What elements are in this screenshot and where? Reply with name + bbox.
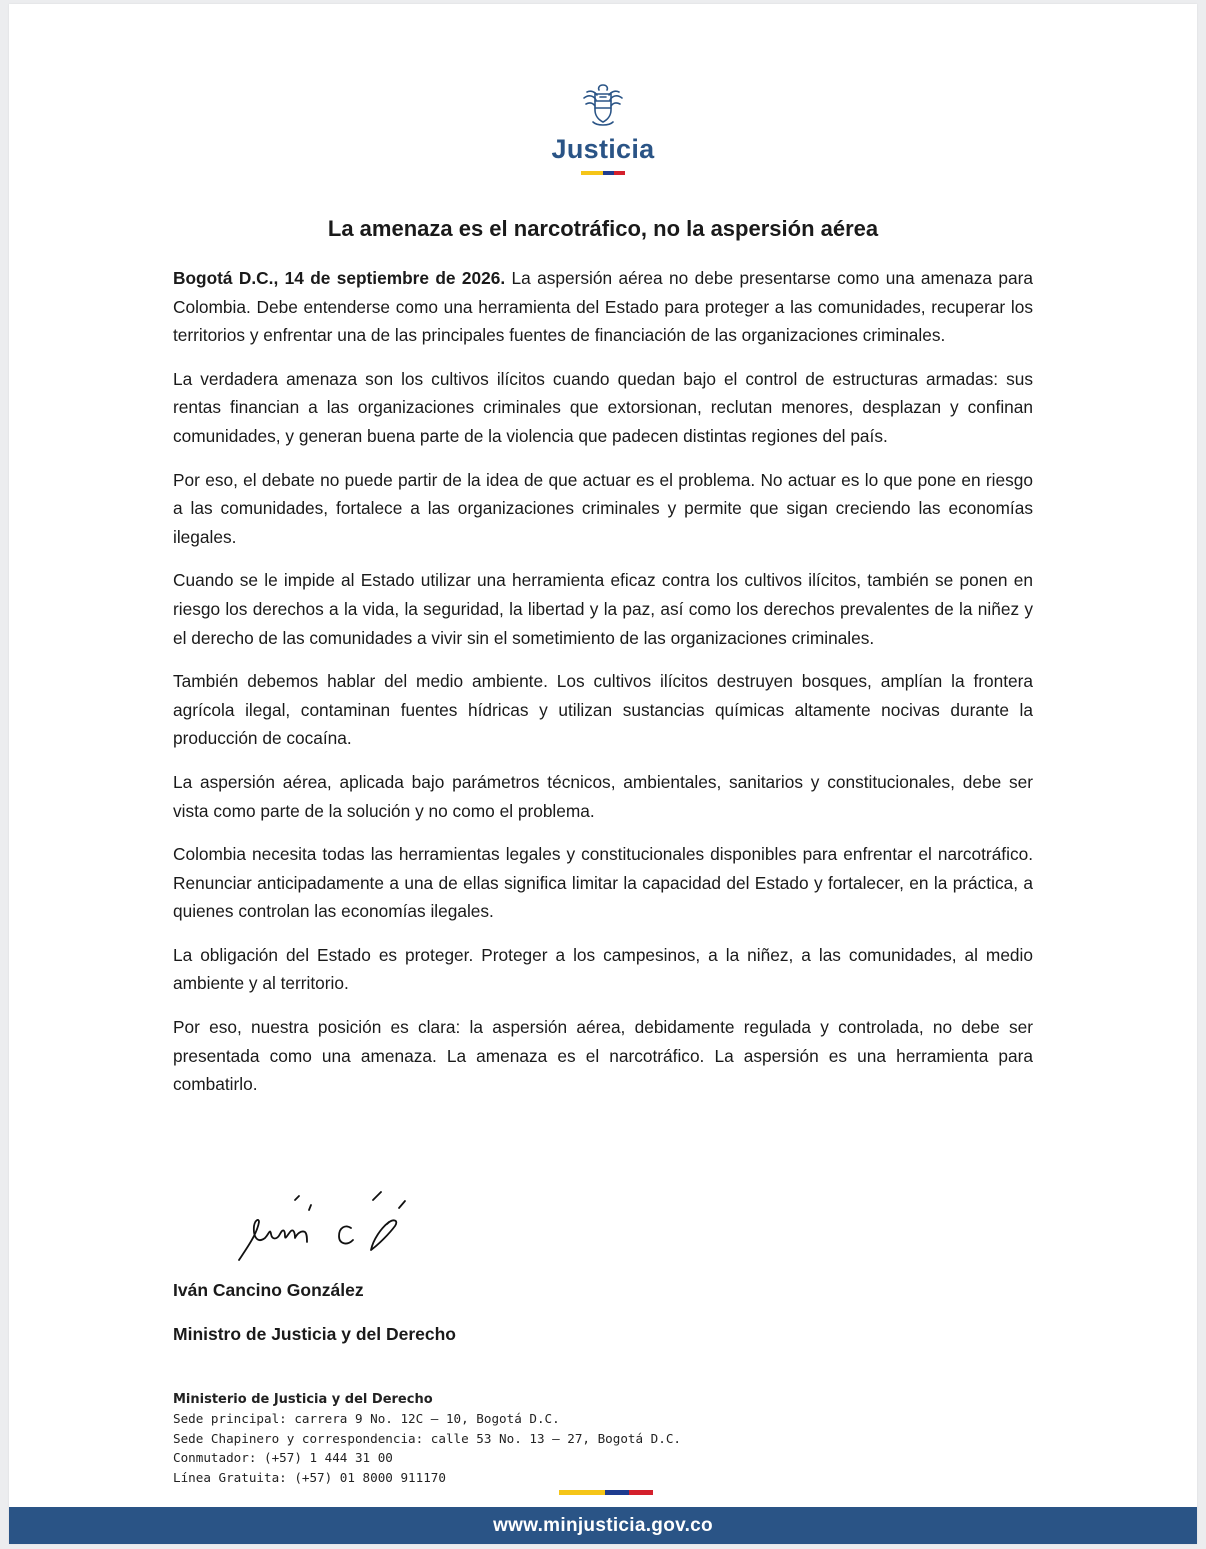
paragraph-9: Por eso, nuestra posición es clara: la aspersión aérea, debidamente regulada y controlada, no debe ser presentada como una amenaza. La amenaza es el narcotráfico. La aspersión es una herramienta para combatirlo.	[173, 1017, 1033, 1095]
ministry-logo	[9, 82, 1197, 175]
footer-org: Ministerio de Justicia y del Derecho	[173, 1392, 433, 1407]
footer-flag-yellow	[559, 1490, 605, 1495]
website-link[interactable]: www.minjusticia.gov.co	[493, 1514, 713, 1536]
dateline: Bogotá D.C., 14 de septiembre de 2026.	[173, 268, 506, 288]
footer-hotline: Línea Gratuita: (+57) 01 8000 911170	[173, 1469, 446, 1485]
footer-address-main: Sede principal: carrera 9 No. 12C – 10, Bogotá D.C.	[173, 1411, 560, 1427]
flag-red-stripe	[614, 171, 625, 175]
document-body	[173, 264, 1033, 1114]
paragraph-4: Cuando se le impide al Estado utilizar una herramienta eficaz contra los cultivos ilícitos, también se ponen en riesgo los derechos a la vida, la seguridad, la libertad y la paz, así como los derechos prevalentes de la niñez y el derecho de las comunidades a vivir sin el sometimiento de las organizaciones criminales.	[173, 570, 1033, 648]
coat-of-arms-icon	[581, 82, 625, 130]
paragraph-5: También debemos hablar del medio ambiente. Los cultivos ilícitos destruyen bosques, amplían la frontera agrícola ilegal, contaminan fuentes hídricas y utilizan sustancias químicas altamente nocivas durante la producción de cocaína.	[173, 671, 1033, 749]
footer-flag-blue	[605, 1490, 629, 1495]
signer-name: Iván Cancino González	[173, 1280, 364, 1300]
paragraph-1-text: La aspersión aérea no debe presentarse como una amenaza para Colombia. Debe entenderse como una herramienta del Estado para proteger a las comunidades, recuperar los territorios y enfrentar una de las principales fuentes de financiación de las organizaciones criminales.	[173, 268, 1033, 346]
flag-blue-stripe	[603, 171, 614, 175]
paragraph-2: La verdadera amenaza son los cultivos ilícitos cuando quedan bajo el control de estructuras armadas: sus rentas financian a las organizaciones criminales que extorsionan, reclutan menores, desplazan y confinan comunidades, y generan buena parte de la violencia que padecen distintas regiones del país.	[173, 368, 1033, 446]
flag-stripe	[9, 171, 1197, 175]
flag-yellow-stripe	[581, 171, 603, 175]
ministry-logo-text: Justicia	[551, 134, 655, 164]
paragraph-6: La aspersión aérea, aplicada bajo parámetros técnicos, ambientales, sanitarios y constitucionales, debe ser vista como parte de la solución y no como el problema.	[173, 771, 1033, 821]
footer-address-secondary: Sede Chapinero y correspondencia: calle 53 No. 13 – 27, Bogotá D.C.	[173, 1430, 681, 1446]
document-title: La amenaza es el narcotráfico, no la aspersión aérea	[327, 216, 879, 241]
footer-flag-red	[629, 1490, 653, 1495]
paragraph-3: Por eso, el debate no puede partir de la idea de que actuar es el problema. No actuar es lo que pone en riesgo a las comunidades, fortalece a las organizaciones criminales y permite que sigan creciendo las economías ilegales.	[173, 469, 1033, 547]
paragraph-8: La obligación del Estado es proteger. Proteger a los campesinos, a la niñez, a las comunidades, al medio ambiente y al territorio.	[173, 944, 1033, 994]
signer-role: Ministro de Justicia y del Derecho	[173, 1324, 456, 1344]
footer-switchboard: Conmutador: (+57) 1 444 31 00	[173, 1450, 393, 1466]
website-bar	[9, 1507, 1197, 1544]
footer-flag-stripe	[559, 1490, 653, 1495]
document-page	[9, 4, 1197, 1544]
handwritten-signature	[223, 1188, 423, 1268]
paragraph-1	[173, 264, 1033, 350]
paragraph-7: Colombia necesita todas las herramientas legales y constitucionales disponibles para enfrentar el narcotráfico. Renunciar anticipadamente a una de ellas significa limitar la capacidad del Estado y fortalecer, en la práctica, a quienes controlan las economías ilegales.	[173, 844, 1033, 922]
footer-contact	[173, 1390, 681, 1487]
